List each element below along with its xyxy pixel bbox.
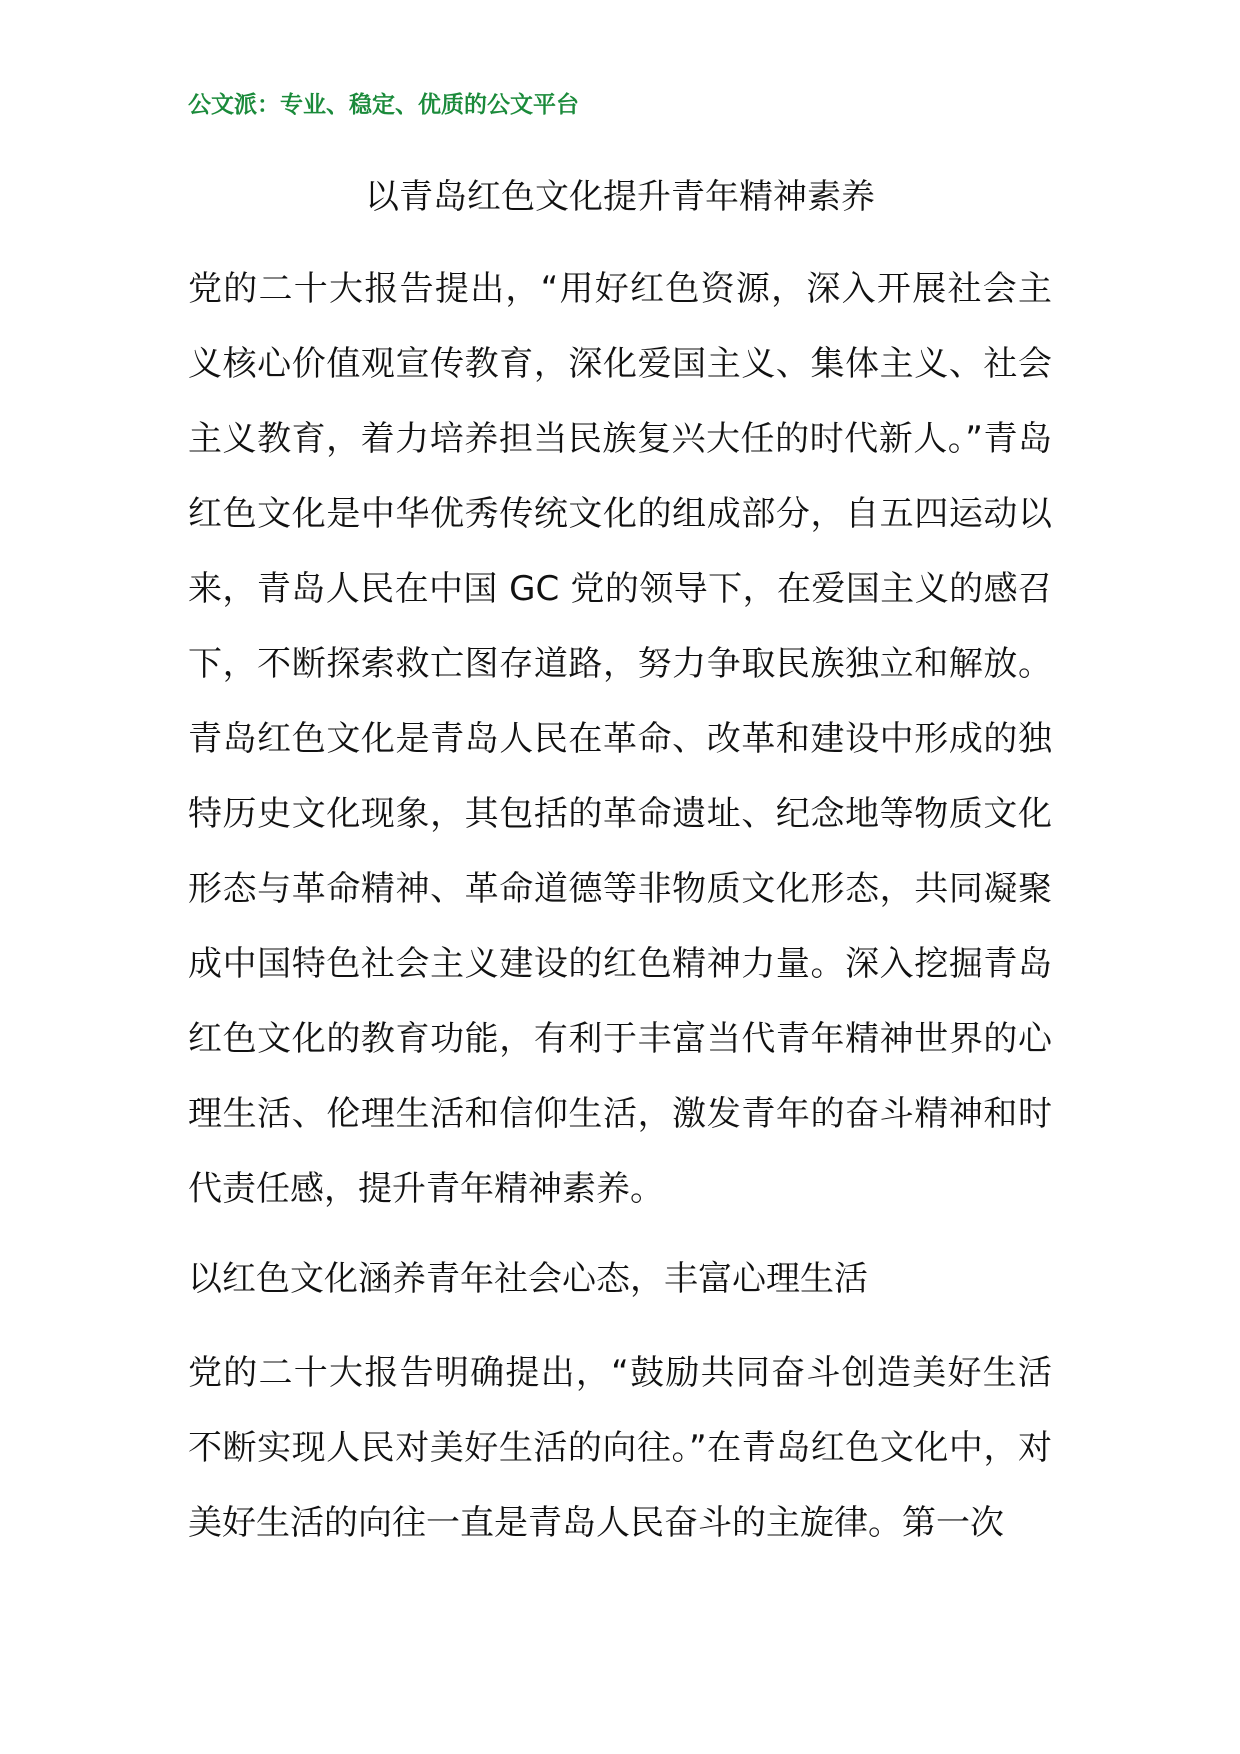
section-subheading: 以红色文化涵养青年社会心态，丰富心理生活 <box>188 1259 868 1299</box>
document-title: 以青岛红色文化提升青年精神素养 <box>365 177 875 217</box>
body-paragraph-1: 党的二十大报告提出，“用好红色资源，深入开展社会主义核心价值观宣传教育，深化爱国主义、集体主义、社会主义教育，着力培养担当民族复兴大任的时代新人。”青岛红色文化是中华优秀传统文化的组成部分，自五四运动以来，青岛人民在中国 GC 党的领导下，在爱国主义的感召下，不断探索救亡图存道路，努力争取民族独立和解放。青岛红色文化是青岛人民在革命、改革和建设中形成的独特历史文化现象，其包括的革命遗址、纪念地等物质文化形态与革命精神、革命道德等非物质文化形态，共同凝聚成中国特色社会主义建设的红色精神力量。深入挖掘青岛红色文化的教育功能，有利于丰富当代青年精神世界的心理生活、伦理生活和信仰生活，激发青年的奋斗精神和时代责任感，提升青年精神素养。 <box>188 269 1052 1209</box>
site-tagline: 公文派：专业、稳定、优质的公文平台 <box>188 92 579 118</box>
body-paragraph-2: 党的二十大报告明确提出，“鼓励共同奋斗创造美好生活不断实现人民对美好生活的向往。”在青岛红色文化中，对美好生活的向往一直是青岛人民奋斗的主旋律。第一次 <box>188 1353 1052 1543</box>
